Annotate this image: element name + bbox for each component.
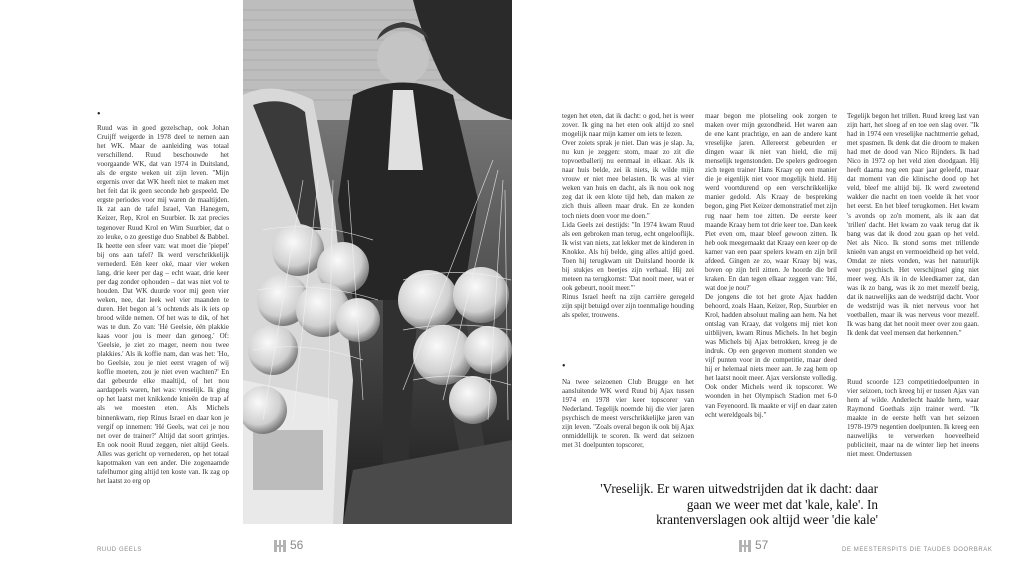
paragraph: Lida Geels zei destijds: "In 1974 kwam Ruud als een gebroken man terug, echt ongelooflijk. Ik wist van niets, zat lekker met de kinderen in Knokke. Als hij belde, ging alles altijd goed. Toen hij terugkwam uit Duitsland hoorde ik bij stukjes en beetjes zijn verhaal. Hij zei meteen na terugkomst: 'Dat nooit meer, wat er ook gebeurt, nooit meer.'" [562,220,694,292]
paragraph: Tegelijk begon het trillen. Ruud kreeg last van zijn hart, het sloeg af en toe een slag over. "Ik had in 1974 een vreselijke nachtmerrie gehad, met spasmen. Ik denk dat die droom te maken had met de dood van Nico Rijnders. Ik had Nico in 1972 op het veld zien doodgaan. Hij heeft daarna nog een paar jaar geleefd, maar dat moment van die klinische dood op het veld, bleef me altijd bij. Ik werd zweetend wakker die nacht en toen voelde ik het voor het eerst. En het bleef terugkomen. Het kwam 's avonds op zo'n moment, als ik aan dat 'trillen' dacht. Het kwam zo vaak terug dat ik bang was dat ik dood zou gaan op het veld. Net als Nico. Ik stond soms met trillende knieën van angst en vermoeidheid op het veld. Omdat ze niets vonden, was het natuurlijk weer psychisch. Het verschijnsel ging niet meer weg. Als ik in de kleedkamer zat, dan was ik zo bang, was ik zo met mezelf bezig, dat ik nauwelijks aan de wedstrijd dacht. Voor de wedstrijd was ik niet nerveus voor het voetballen, maar ik was nerveus voor mezelf. Ik was bang dat het nooit meer over zou gaan. Ik denk dat veel mensen dat herkennen." [847,112,979,338]
paragraph: Ruud was in goed gezelschap, ook Johan Cruijff weigerde in 1978 deel te nemen aan het WK. Maar de aanleiding was totaal verschillend. Ruud beschouwde het voorgaande WK, dat van 1974 in Duitsland, als de ergste weken uit zijn leven. "Mijn ergernis over dat WK heeft niet te maken met het feit dat ik geen seconde heb gespeeld. De ergste periodes voor mij waren de maaltijden. Ik zat aan de tafel Israel, Van Hanegem, Keizer, Rep, Krol en Suurbier. Ik zat precies tegenover Ruud Krol en Wim Suurbier, dat o zo leuke, o zo geestige duo Snabbel & Babbel. Ik heette een sfeer van: wat moet die 'piepel' bij ons aan tafel? Ik werd verschrikkelijk vernederd. Eén keer oké, maar vier weken lang, drie keer per dag – echt waar, drie keer per dag zonder ophouden – dat was niet vol te houden. Dat WK duurde voor mij geen vier weken, nee, dat leek wel vier maanden te duren. Het begon al 's ochtends als ik iets op brood wilde nemen. Of het was te dik, of het was te dun. Zo van: 'Hé Geelsie, één plakkie kaas voor jou is meer dan genoeg.' Of: 'Geelsie, je ziet zo mager, neem nou twee plakkies.' Als ik koffie nam, dan was het: 'Ho, bo Geelsie, zou je niet eerst vragen of wij koffie moeten, zou je niet even wachten?' En dat gebeurde elke maaltijd, of het nou aardappels waren, het was: vreselijk. Ik ging op het laatst met knikkende knieën de trap af als we moesten eten. Als Michels binnenkwam, riep Rinus Israel en daar kon je vergif op innemen: 'Hé Geels, wat cei je nou net over de trainer?' Altijd dat soort grintjes. En ook nooit Ruud zeggen, niet altijd Geels. Alles was gericht op vernederen, op het totaal kapotmaken van een ander. Die zogenaamde tafelhumor ging altijd ten koste van. Ik zag op het laatst zo erg op [97,124,229,485]
article-photo [243,0,512,524]
paragraph: Na twee seizoenen Club Brugge en het aansluitende WK werd Ruud bij Ajax tussen 1974 en 1978 vier keer topscorer van Nederland. Tegelijk noemde hij die vier jaren psychisch de meest verschrikkelijke jaren van zijn leven. "Zoals overal begon ik ook bij Ajax onmiddellijk te scoren. Ik werd dat seizoen met 31 doelpunten topscorer, [562,378,694,450]
right-article-column-3 [847,112,979,338]
right-article-column-3b [847,378,979,459]
section-bullet: • [562,361,566,372]
running-header-left: RUUD GEELS [97,547,143,553]
magazine-logo-icon [274,540,286,552]
right-article-column-1 [562,112,694,320]
paragraph: Rinus Israel heeft na zijn carrière geregeld zijn spijt betuigd over zijn toenmalige houding als speler, trouwens. [562,292,694,320]
left-article-column [97,124,229,486]
paragraph: Ruud scoorde 123 competitiedoelpunten in vier seizoen, toch kreeg hij er tussen Ajax van hem af wilde. Anderlecht haalde hem, waar Raymond Goethals zijn trainer werd. "Ik maakte in de eerste helft van het seizoen 1978-1979 negentien doelpunten. Ik kreeg een nauwelijks te verwerken hoeveelheid publiciteit, maar na de winter liep het ineens niet meer. Ondertussen [847,378,979,459]
right-article-column-1b [562,378,694,450]
magazine-logo-icon [739,540,751,552]
paragraph: maar begon me plotseling ook zorgen te maken over mijn gezondheid. Het waren aan de ene kant prachtige, en aan de andere kant vreselijke jaren. Allereerst gebeurden er dingen waar ik niet van hield, die mij menselijk tegenstonden. De spelers gedroegen zich tegen trainer Hans Kraay op een manier die je eigenlijk niet voor mogelijk hield. Hij werd voortdurend op een verschrikkelijke manier gedold. Als Kraay de bespreking begon, ging Piet Keizer demonstratief met zijn rug naar hem toe zitten. De eerste keer maande Kraay hem tot drie keer toe. Dan keek Piet even om, maar bleef gewoon zitten. Ik heb ook meegemaakt dat Kraay een keer op de kamer van een paar spelers kwam en zijn bril afdeed. Gingen ze zo, waar Kraay bij was, boven op zijn bril zitten. Je hoorde die bril kraken. En dan tegen elkaar zeggen van: 'Hé, wat doe je nou?' [705,112,837,292]
pull-quote: 'Vreselijk. Er waren uitwedstrijden dat ik dacht: daar gaan we weer met dat 'kale, kale'. In krantenverslagen ook altijd weer 'die kale' [600,481,878,527]
right-article-column-2 [705,112,837,420]
page-number-right: 57 [755,538,769,552]
paragraph: Over zoiets sprak je niet. Dan was je slap. Ja, nu kun je zeggen: stom, maar zo zit die topvoetballerij nu eenmaal in elkaar. Als ik naar huis belde, zei ik niets, ik wilde mijn vrouw er niet mee belasten. Ik was al vier weken van huis en dacht, als ik nou ook nog zeg dat ik een klote tijd heb, dan maken ze zich thuis alleen maar druk. En ze konden toch niets doen voor me doen." [562,139,694,220]
paragraph: tegen het eten, dat ik dacht: o god, het is weer zover. Ik ging na het eten ook altijd zo snel mogelijk naar mijn kamer om iets te lezen. [562,112,694,139]
paragraph: De jongens die tot het grote Ajax hadden behoord, zoals Haan, Keizer, Rep, Suurbier en Krol, hadden absoluut maling aan hem. Na het ontslag van Kraay, dat volgens mij niet kon uitblijven, kwam Rinus Michels. In het begin was Michels bij Ajax betrokken, kreeg je de indruk. Op een gegeven moment stonden we vijf punten voor in de competitie, maar deed hij er helemaal niets meer aan. Je zag hem op het laatst nooit meer. Ajax verslonste volledig. Ook onder Michels werd ik topscorer. We woonden in het Olympisch Stadion met 6-0 van Feyenoord. Ik maakte er vijf en daar zaten echt wereldgoals bij." [705,292,837,419]
page-number-left: 56 [290,538,304,552]
running-header-right: DE MEESTERSPITS DIE TAUDES DOORBRAK [842,547,993,553]
section-bullet: • [97,109,101,120]
